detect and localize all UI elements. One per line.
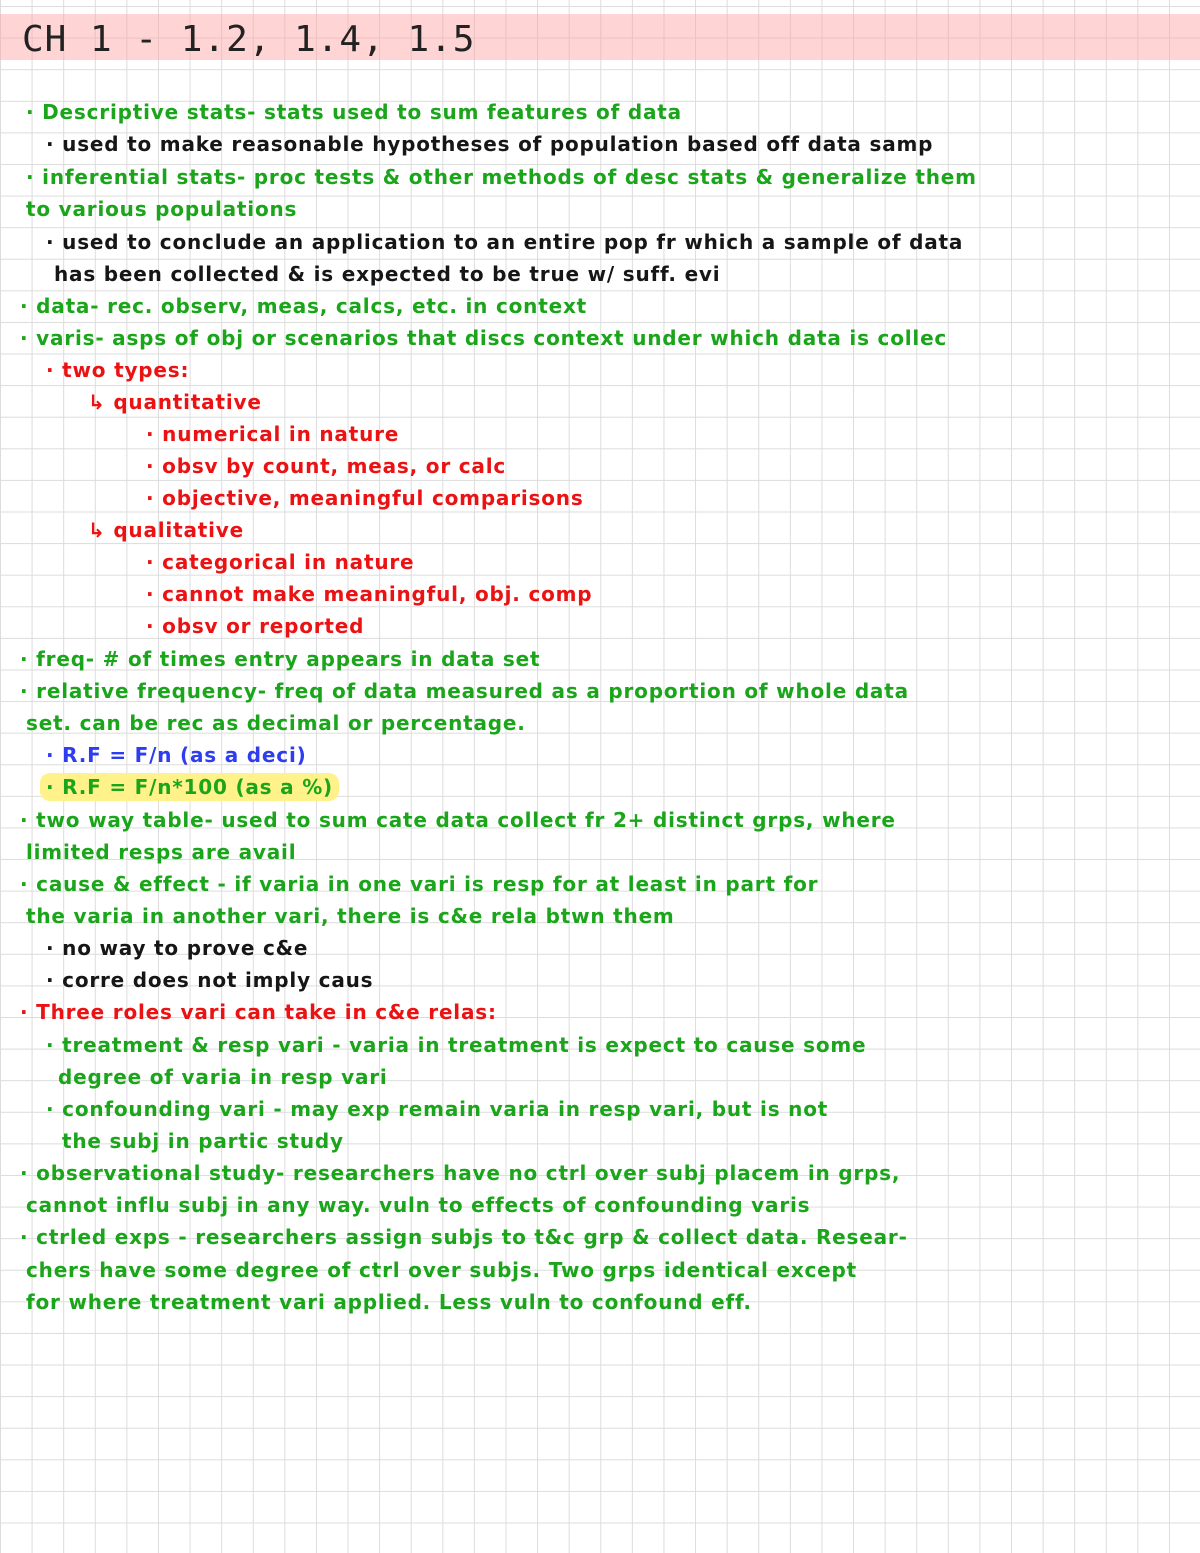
note-line-relative-frequency: · relative frequency- freq of data measured as a proportion of whole data [20, 679, 909, 703]
note-line-descriptive-stats: · Descriptive stats- stats used to sum features of data [26, 100, 682, 124]
note-line-controlled-exps-cont: chers have some degree of ctrl over subjs. Two grps identical except [26, 1258, 858, 1282]
note-line-two-way-table: · two way table- used to sum cate data collect fr 2+ distinct grps, where [20, 808, 896, 832]
note-line-inferential-stats: · inferential stats- proc tests & other methods of desc stats & generalize them [26, 165, 977, 189]
note-line-hypotheses: · used to make reasonable hypotheses of population based off data samp [46, 132, 934, 156]
note-line-treatment-resp: · treatment & resp vari - varia in treatment is expect to cause some [46, 1033, 867, 1057]
note-line-rf-decimal: · R.F = F/n (as a deci) [46, 743, 307, 767]
note-line-controlled-exps-end: for where treatment vari applied. Less vuln to confound eff. [26, 1290, 752, 1314]
note-line-cause-effect-cont: the varia in another vari, there is c&e rela btwn them [26, 904, 675, 928]
note-line-numerical: · numerical in nature [146, 422, 400, 446]
note-line-three-roles: · Three roles vari can take in c&e relas: [20, 1000, 497, 1024]
note-line-observational-study: · observational study- researchers have no ctrl over subj placem in grps, [20, 1161, 901, 1185]
note-line-categorical: · categorical in nature [146, 550, 415, 574]
note-line-quantitative: ↳ quantitative [88, 390, 262, 414]
note-line-two-types: · two types: [46, 358, 190, 382]
note-line-relative-frequency-cont: set. can be rec as decimal or percentage. [26, 711, 526, 735]
note-line-varis: · varis- asps of obj or scenarios that discs context under which data is collec [20, 326, 948, 350]
note-line-observational-study-cont: cannot influ subj in any way. vuln to effects of confounding varis [26, 1193, 811, 1217]
note-line-cannot-compare: · cannot make meaningful, obj. comp [146, 582, 593, 606]
note-line-obsv-reported: · obsv or reported [146, 614, 365, 638]
note-line-treatment-resp-cont: degree of varia in resp vari [58, 1065, 388, 1089]
note-line-confounding-cont: the subj in partic study [62, 1129, 344, 1153]
note-line-controlled-exps: · ctrled exps - researchers assign subjs to t&c grp & collect data. Resear- [20, 1225, 908, 1249]
note-line-inferential-cont: to various populations [26, 197, 298, 221]
note-line-qualitative: ↳ qualitative [88, 518, 244, 542]
note-line-correlation: · corre does not imply caus [46, 968, 374, 992]
note-line-confounding: · confounding vari - may exp remain varia in resp vari, but is not [46, 1097, 829, 1121]
note-line-data: · data- rec. observ, meas, calcs, etc. in context [20, 294, 588, 318]
page-title: CH 1 - 1.2, 1.4, 1.5 [22, 19, 476, 60]
note-line-obsv-count: · obsv by count, meas, or calc [146, 454, 507, 478]
note-line-rf-percent: · R.F = F/n*100 (as a %) [40, 773, 339, 801]
note-line-freq: · freq- # of times entry appears in data set [20, 647, 541, 671]
note-line-no-way-prove: · no way to prove c&e [46, 936, 309, 960]
note-line-cause-effect: · cause & effect - if varia in one vari is resp for at least in part for [20, 872, 819, 896]
note-line-objective: · objective, meaningful comparisons [146, 486, 584, 510]
note-line-two-way-table-cont: limited resps are avail [26, 840, 297, 864]
note-line-conclude: · used to conclude an application to an entire pop fr which a sample of data [46, 230, 964, 254]
note-line-conclude-cont: has been collected & is expected to be true w/ suff. evi [54, 262, 721, 286]
